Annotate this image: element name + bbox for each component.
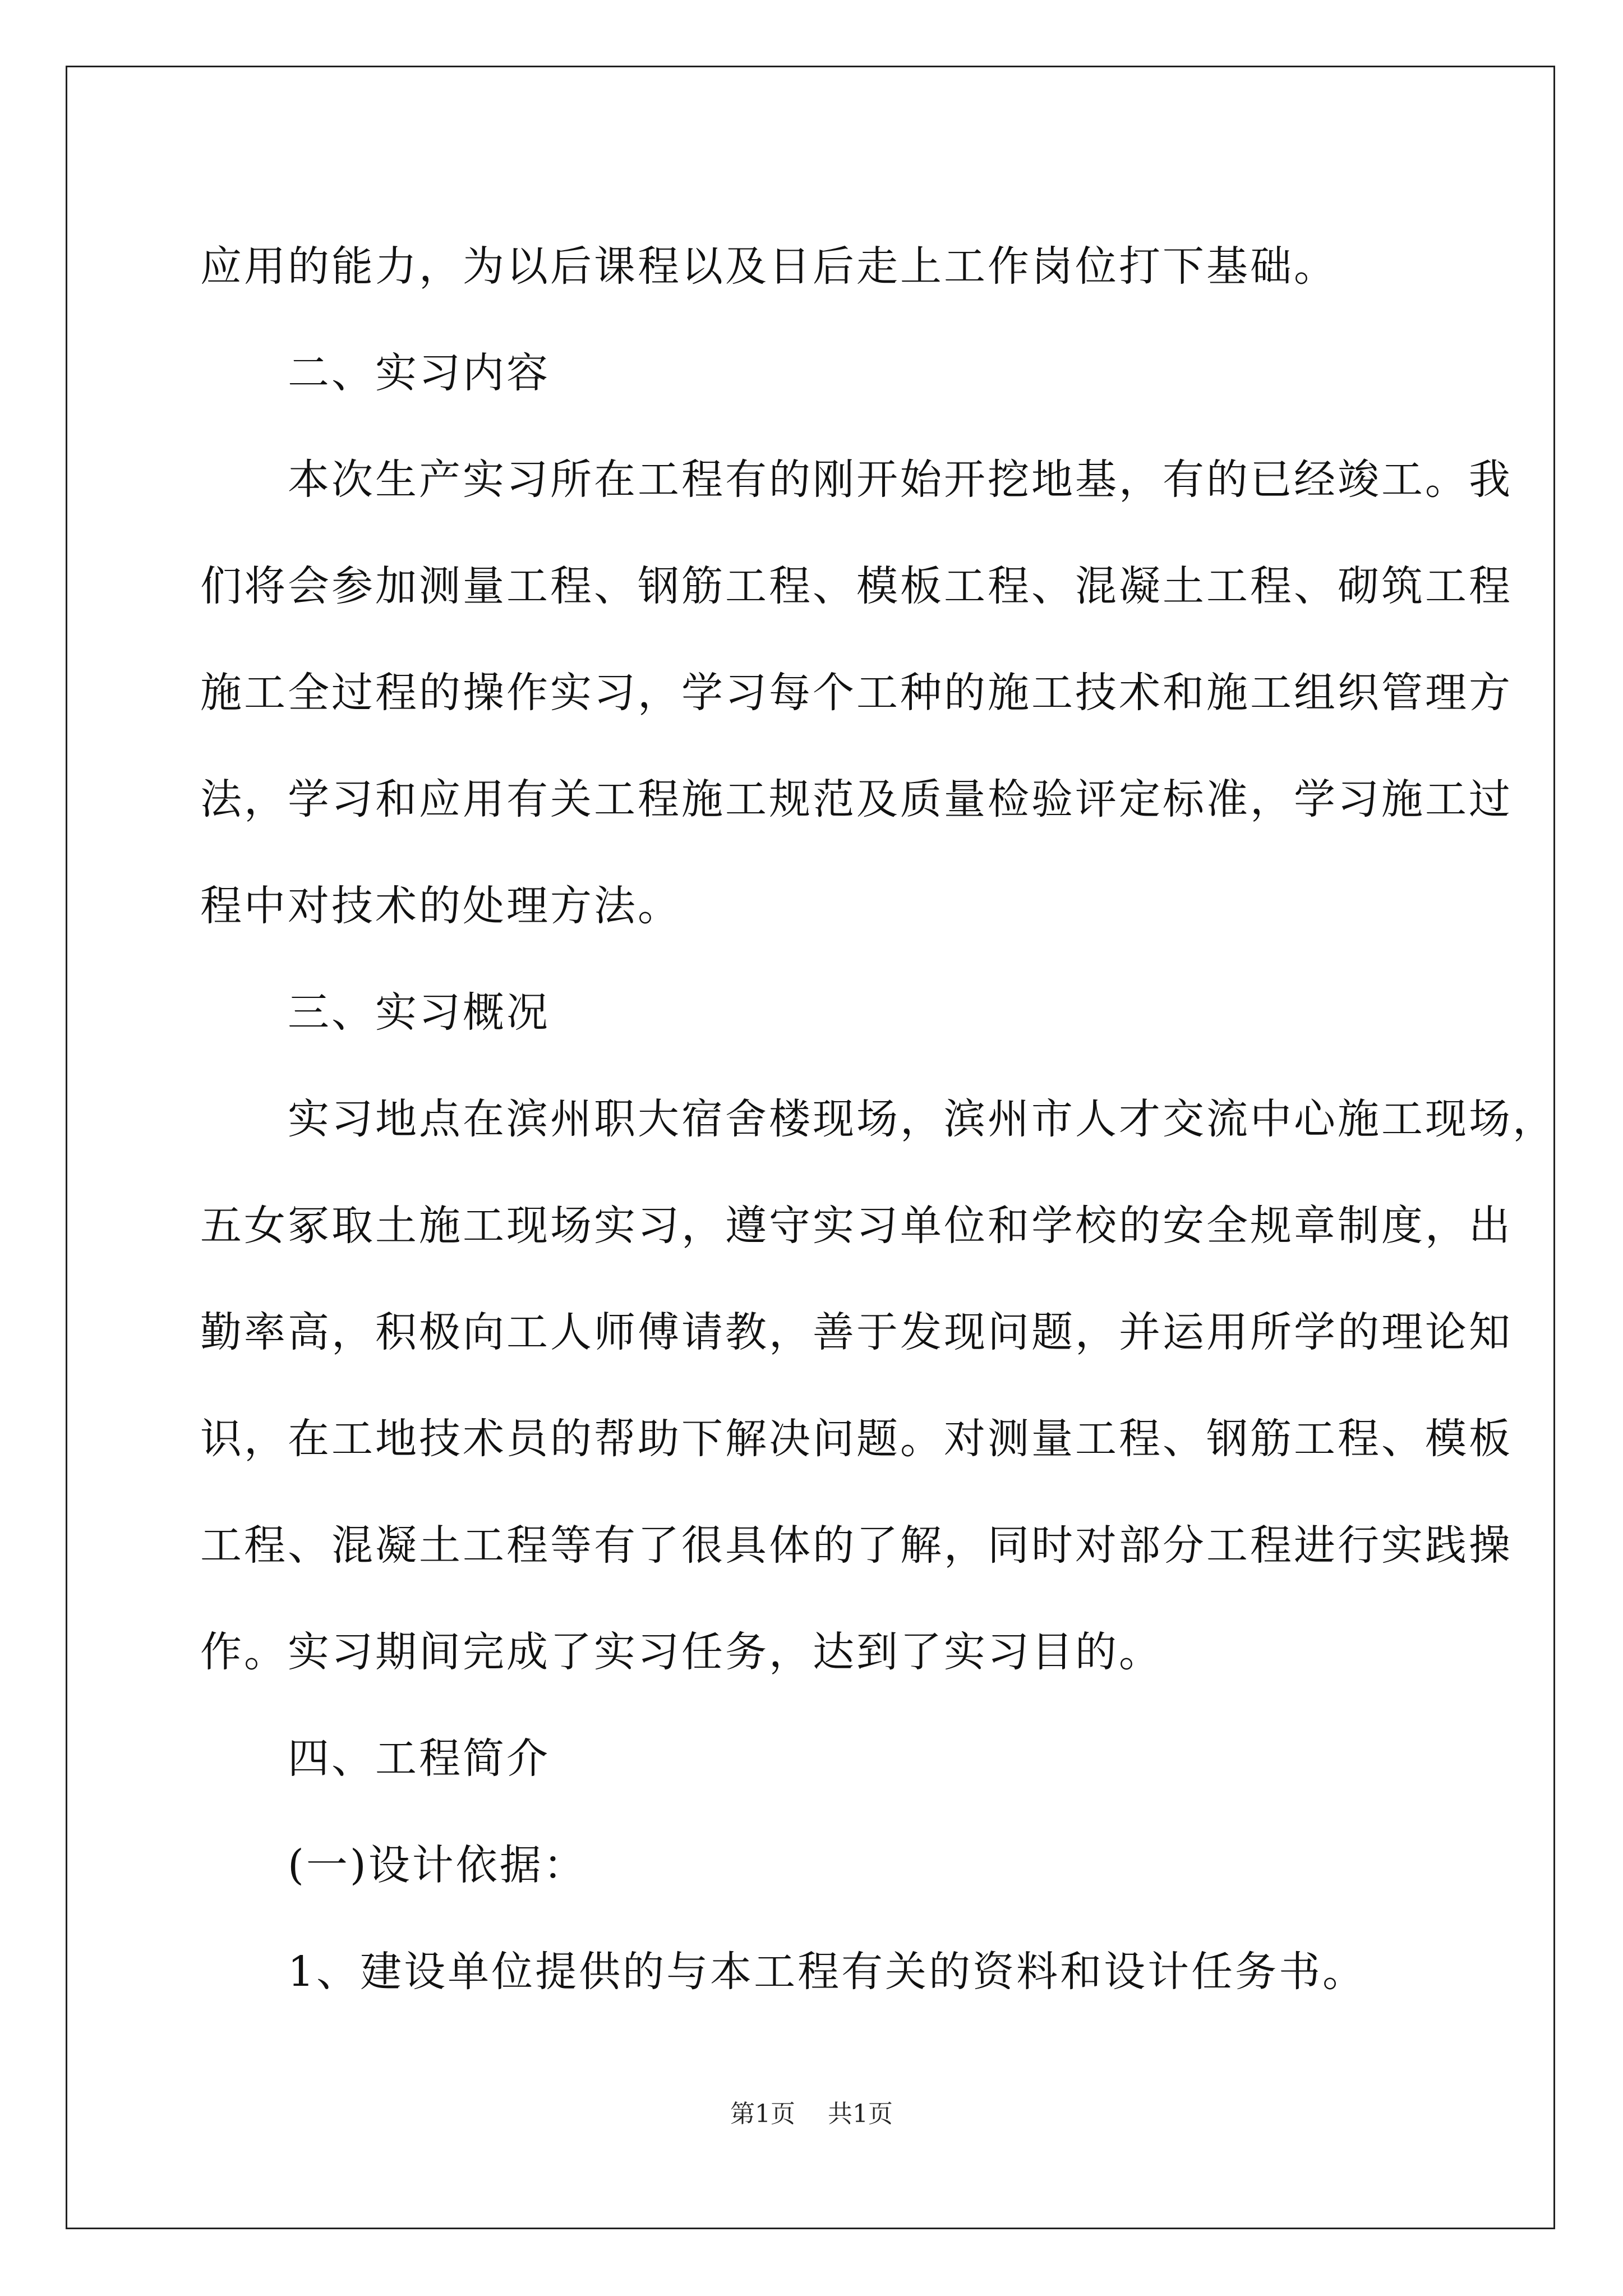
list-item-1: 1、建设单位提供的与本工程有关的资料和设计任务书。	[200, 1948, 1367, 1996]
text-line-5: 施工全过程的操作实习，学习每个工种的施工技术和施工组织管理方	[200, 669, 1513, 717]
text-line-12: 识，在工地技术员的帮助下解决问题。对测量工程、钢筋工程、模板	[200, 1415, 1513, 1463]
section-heading-4: 四、工程简介	[200, 1734, 550, 1783]
page-total: 共1页	[828, 2100, 893, 2128]
text-line-13: 工程、混凝土工程等有了很具体的了解，同时对部分工程进行实践操	[200, 1521, 1513, 1570]
text-line-6: 法，学习和应用有关工程施工规范及质量检验评定标准，学习施工过	[200, 775, 1513, 823]
subsection-heading: (一)设计依据：	[200, 1841, 587, 1889]
page-footer	[0, 2093, 1623, 2129]
text-line-4: 们将会参加测量工程、钢筋工程、模板工程、混凝土工程、砌筑工程	[200, 562, 1513, 610]
document-body	[200, 213, 1556, 2025]
text-line-11: 勤率高，积极向工人师傅请教，善于发现问题，并运用所学的理论知	[200, 1308, 1513, 1356]
text-line-1: 应用的能力，为以后课程以及日后走上工作岗位打下基础。	[200, 242, 1338, 291]
section-heading-3: 三、实习概况	[200, 988, 550, 1037]
section-heading-2: 二、实习内容	[200, 349, 550, 397]
text-line-7: 程中对技术的处理方法。	[200, 882, 681, 930]
text-line-14: 作。实习期间完成了实习任务，达到了实习目的。	[200, 1628, 1163, 1676]
text-line-9: 实习地点在滨州职大宿舍楼现场，滨州市人才交流中心施工现场，	[200, 1095, 1556, 1143]
page-number: 第1页	[730, 2100, 795, 2128]
text-line-3: 本次生产实习所在工程有的刚开始开挖地基，有的已经竣工。我	[200, 455, 1513, 504]
text-line-10: 五女冢取土施工现场实习，遵守实习单位和学校的安全规章制度，出	[200, 1202, 1513, 1250]
